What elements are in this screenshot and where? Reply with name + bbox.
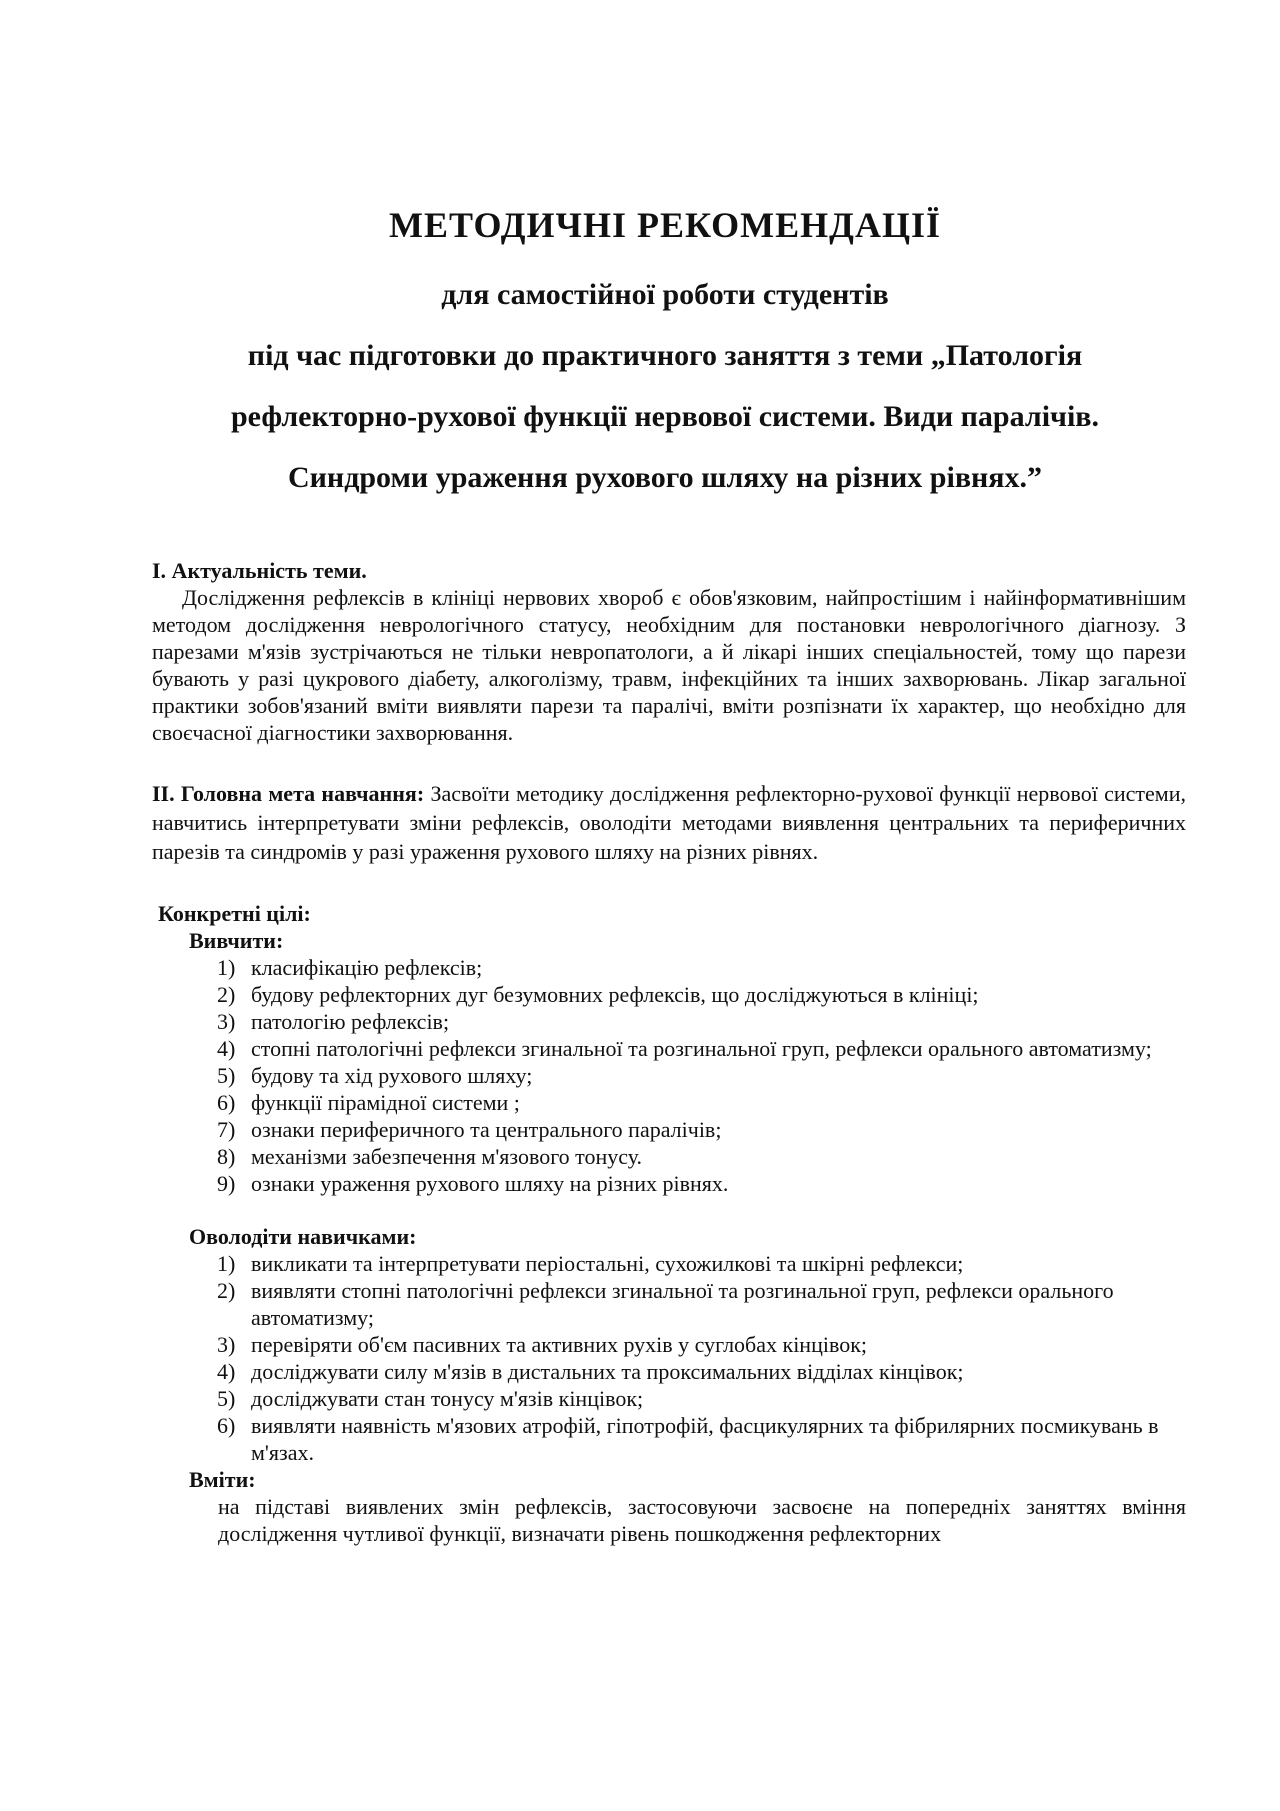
list-item-text: будову рефлекторних дуг безумовних рефлексів, що досліджуються в клініці; [251,982,979,1007]
list-item-text: виявляти наявність м'язових атрофій, гіпотрофій, фасцикулярних та фібрилярних посмикувань в м'язах. [251,1413,1159,1465]
list-item-number: 5) [217,1386,236,1411]
list-item-number: 2) [217,982,236,1007]
list-item [152,981,1186,1008]
title-line-2: під час підготовки до практичного заняття з теми „Патологія [247,339,1083,372]
list-item-text: ознаки ураження рухового шляху на різних рівнях. [251,1171,729,1196]
list-item-text: патологію рефлексів; [251,1009,450,1034]
list-item [152,1331,1186,1358]
list-item-text: викликати та інтерпретувати періостальні, сухожилкові та шкірні рефлекси; [251,1251,964,1276]
title-line-3: рефлекторно-рухової функції нервової системи. Види паралічів. [230,400,1100,433]
list-item [152,1412,1186,1466]
title-line-1: для самостійної роботи студентів [441,278,889,311]
list-item-number: 4) [217,1359,236,1384]
list-item-number: 9) [217,1171,236,1196]
list-item [152,1116,1186,1143]
list-item-number: 2) [217,1278,236,1303]
list-item-number: 6) [217,1413,236,1438]
document-title [140,198,1190,508]
list-item-number: 7) [217,1117,236,1142]
list-item [152,1358,1186,1385]
list-item-text: виявляти стопні патологічні рефлекси згинальної та розгинальної груп, рефлекси орального автоматизму; [251,1278,1114,1330]
list-item [152,1385,1186,1412]
list-item-text: класифікацію рефлексів; [251,955,483,980]
document-body [152,557,1186,1547]
study-list [152,954,1186,1197]
title-main: МЕТОДИЧНІ РЕКОМЕНДАЦІЇ [389,205,941,245]
list-item-text: будову та хід рухового шляху; [251,1063,533,1088]
list-item [152,1089,1186,1116]
section-2-text: Засвоїти методику дослідження рефлекторно-рухової функції нервової системи, навчитись інтерпретувати зміни рефлексів, оволодіти методами виявлення центральних та периферичних парезів та синдромів у разі ураження рухового шляху на різних рівнях. [152,781,1187,864]
list-item [152,1143,1186,1170]
list-item-text: функції пірамідної системи ; [251,1090,520,1115]
list-item [152,1170,1186,1197]
list-item-number: 5) [217,1063,236,1088]
skills-list [152,1250,1186,1466]
section-1-heading: I. Актуальність теми. [152,558,367,583]
list-item-text: досліджувати силу м'язів в дистальних та проксимальних відділах кінцівок; [251,1359,964,1384]
title-line-4: Синдроми ураження рухового шляху на різних рівнях.” [287,461,1043,494]
list-item-text: ознаки периферичного та центрального паралічів; [251,1117,722,1142]
list-item [152,954,1186,981]
list-item [152,1250,1186,1277]
study-heading: Вивчити: [189,928,284,953]
list-item-text: механізми забезпечення м'язового тонусу. [251,1144,643,1169]
ability-heading: Вміти: [189,1467,256,1492]
section-2-heading: II. Головна мета навчання: [152,781,425,806]
list-item-number: 8) [217,1144,236,1169]
list-item-number: 3) [217,1009,236,1034]
list-item-text: стопні патологічні рефлекси згинальної та розгинальної груп, рефлекси орального автоматизму; [251,1036,1152,1061]
list-item-number: 4) [217,1036,236,1061]
list-item-number: 1) [217,1251,236,1276]
skills-heading: Оволодіти навичками: [189,1224,417,1249]
list-item-number: 6) [217,1090,236,1115]
list-item-text: досліджувати стан тонусу м'язів кінцівок; [251,1386,644,1411]
ability-text: на підставі виявлених змін рефлексів, застосовуючи засвоєне на попередніх заняттях вміння дослідження чутливої функції, визначати рівень пошкодження рефлекторних [218,1494,1186,1546]
section-2 [152,779,1186,866]
list-item [152,1035,1186,1062]
list-item [152,1277,1186,1331]
list-item-number: 1) [217,955,236,980]
goals-heading: Конкретні цілі: [158,901,311,926]
list-item [152,1008,1186,1035]
section-1-text: Дослідження рефлексів в клініці нервових хвороб є обов'язковим, найпростішим і найінформативнішим методом дослідження неврологічного статусу, необхідним для постановки неврологічного діагнозу. З парезами м'язів зустрічаються не тільки невропатологи, а й лікарі інших спеціальностей, тому що парези бувають у разі цукрового діабету, алкоголізму, травм, інфекційних та інших захворювань. Лікар загальної практики зобов'язаний вміти виявляти парези та паралічі, вміти розпізнати їх характер, що необхідно для своєчасної діагностики захворювання. [152,585,1186,745]
list-item-number: 3) [217,1332,236,1357]
list-item [152,1062,1186,1089]
list-item-text: перевіряти об'єм пасивних та активних рухів у суглобах кінцівок; [251,1332,867,1357]
